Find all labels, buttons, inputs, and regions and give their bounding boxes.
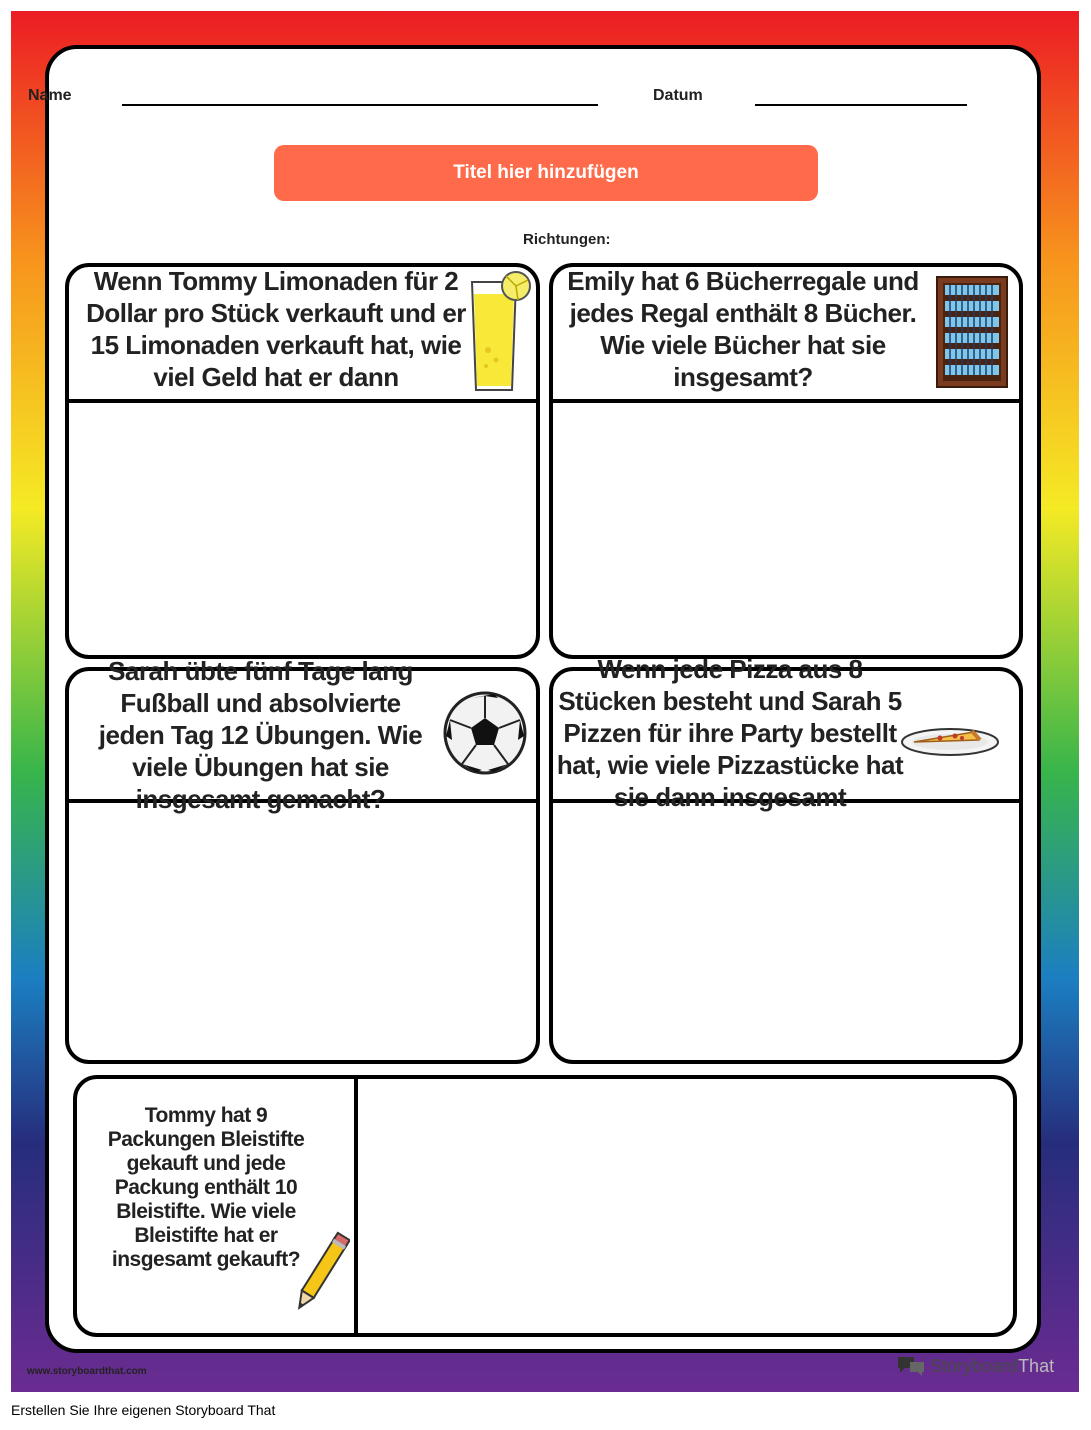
brand-storyboard: Storyboard	[930, 1355, 1019, 1376]
caption-text[interactable]: Erstellen Sie Ihre eigenen Storyboard That	[11, 1402, 276, 1418]
problem-text-1: Wenn Tommy Limonaden für 2 Dollar pro Stück verkauft und er 15 Limonaden verkauft hat, wie viel Geld hat er dann	[86, 266, 466, 392]
problem-text-2: Emily hat 6 Bücherregale und jedes Regal enthält 8 Bücher. Wie viele Bücher hat sie insgesamt?	[567, 266, 919, 392]
panel-divider-vertical	[354, 1079, 358, 1333]
title-box[interactable]: Titel hier hinzufügen	[274, 145, 818, 201]
panel-divider	[69, 399, 536, 403]
website-url[interactable]: www.storyboardthat.com	[27, 1366, 147, 1377]
problem-text-3: Sarah übte fünf Tage lang Fußball und absolvierte jeden Tag 12 Übungen. Wie viele Übungen hat sie insgesamt gemacht?	[98, 656, 423, 814]
date-label: Datum	[653, 87, 703, 104]
lemonade-icon	[466, 268, 538, 396]
problem-text-5: Tommy hat 9 Packungen Bleistifte gekauft und jede Packung enthält 10 Bleistifte. Wie viele Bleistifte hat er insgesamt gekauft?	[107, 1104, 305, 1271]
pizza-icon	[900, 722, 1000, 758]
directions-label: Richtungen:	[523, 231, 611, 248]
problem-text-4: Wenn jede Pizza aus 8 Stücken besteht und Sarah 5 Pizzen für ihre Party bestellt hat, wie viele Pizzastücke hat sie dann insgesamt	[556, 654, 904, 812]
name-line[interactable]	[122, 104, 598, 106]
pencil-icon	[292, 1226, 350, 1320]
soccer-ball-icon	[442, 690, 528, 776]
bookshelf-icon	[935, 275, 1009, 389]
brand-that: That	[1018, 1355, 1055, 1376]
date-line[interactable]	[755, 104, 967, 106]
panel-divider	[553, 399, 1019, 403]
name-label: Name	[28, 87, 72, 104]
speech-bubble-icon	[896, 1354, 926, 1378]
storyboardthat-logo	[896, 1354, 1054, 1378]
